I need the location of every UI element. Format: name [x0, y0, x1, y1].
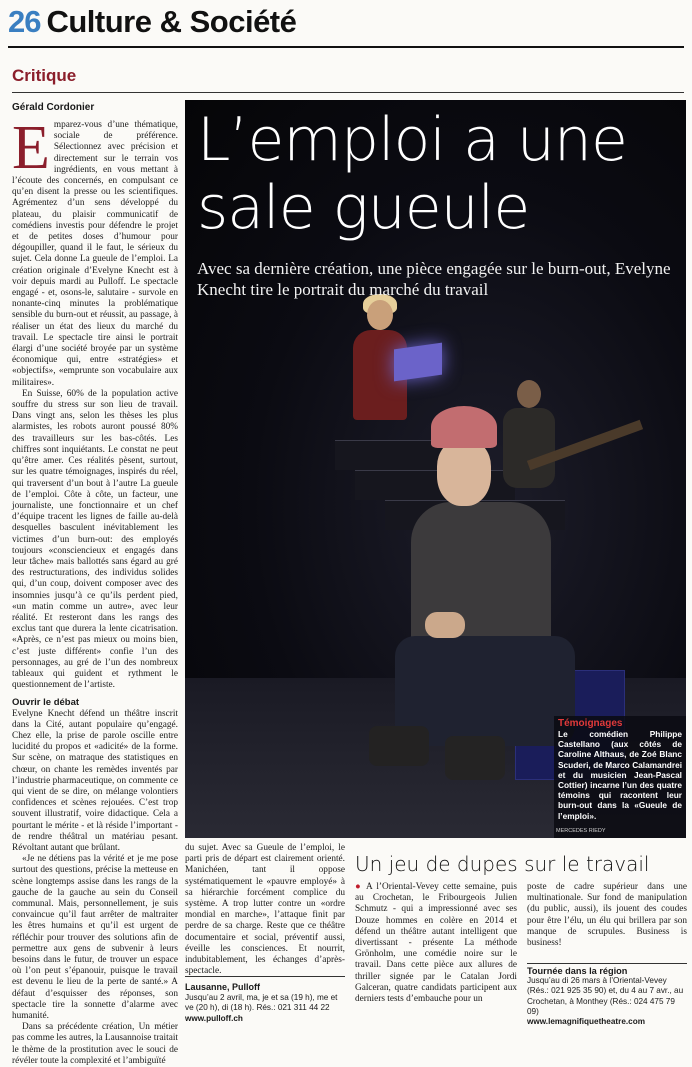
photo-credit: MERCEDES RIEDY [556, 828, 606, 834]
article-paragraph-2: En Suisse, 60% de la population active souffre du stress sur son lieu de travail. Dans vingt ans, selon les thèses les plus alarmistes, les robots auront poussé 80% des travailleurs sur les bas-côtés. Les chiffres sont inquiétants. Le constat ne peut qu’être amer. Ces réalités pèsent, surtout, sur les quatre témoignages, inspirés du réel, qui traversent d’un bout à l’autre La gueule de l’emploi. Côte à côte, un facteur, une journaliste, une fonctionnaire et un chef d’équipe tracent les lignes de faille au-delà desquelles basculent inévitablement les victimes d’un burn-out: des employés toujours «consciencieux et engagés dans leur tâche» mais ballottés sans égard au gré des restructurations, des individus solides qui, d’un coup, doivent composer avec des insomnies jusqu’à ce qu’ils perdent pied, «un matin comme un autre», avec leur réalité. Et resteront dans les rangs des exclus tant que durera la lente cicatrisation. «Après, ce n’est pas mieux ou moins bien, c’est juste différent» confie l’un des personnages, au gré de l’un des nombreux tableaux qui guident et rythment le questionnement de l’artiste. [12, 388, 178, 691]
article-paragraph-6: du sujet. Avec sa Gueule de l’emploi, le parti pris de départ est clairement orienté. Manichéen, tant il oppose systématiquement le «pauvre employé» à sa hiérarchie forcément complice du système. A trop lutter contre un «ordre mondial en marche», l’attaque finit par perdre de sa charge. Reste que ce théâtre documentaire et social, préventif aussi, éveille les consciences. Et nourrit, indubitablement, les échanges d’après-spectacle. [185, 843, 345, 977]
rubric-rule [12, 92, 684, 93]
caption-label: Témoignages [558, 718, 623, 729]
side-article-column-2 [527, 882, 687, 972]
side-article-column-1 [355, 882, 517, 1022]
side-article-title: Un jeu de dupes sur le travail [355, 852, 650, 876]
article-subhead: Ouvrir le débat [12, 697, 80, 709]
tour-info [527, 966, 687, 1027]
drop-cap: E [12, 114, 50, 182]
article-paragraph-4: «Je ne détiens pas la vérité et je me pose surtout des questions, précise la metteuse en scène longtemps assise dans les rangs de la gauche de la gauche au sein du Conseil communal. Mais, personnellement, je suis convaincue qu’il faut arrêter de maltraiter les êtres humains et qu’il est urgent de réfléchir pour trouver des solutions afin de permettre aux gens de subvenir à leurs besoins dans le futur, de trouver un espace où l’on peut s’épanouir, puisque le travail est devenu le lieu de la perte de santé.» A défaut d’esquisser des réponses, son spectacle tire la sonnette d’alarme avec humanité. [12, 854, 178, 1022]
venue-dates: Jusqu’au 2 avril, ma, je et sa (19 h), me et ve (20 h), di (18 h). Rés.: 021 311 44 22 [185, 993, 338, 1013]
side-article-text-1: A l’Oriental-Vevey cette semaine, puis au Crochetan, le Fribourgeois Julien Schmutz - qui a impressionné avec ses Douze hommes en colère en 2014 et défend un théâtre autant intelligent que divertissant - présente La méthode Grönholm, une comédie noire sur le travail. Dans cette pièce aux allures de thriller signée par le Catalan Jordi Galceran, quatre candidats participent aux derniers tests d’embauche pour un [355, 882, 518, 1005]
header-rule [8, 46, 684, 48]
tour-title: Tournée dans la région [527, 966, 628, 976]
info-rule [185, 976, 345, 977]
paragraph-text: mparez-vous d’une thématique, sociale de préférence. Sélectionnez avec précision et directement sur le terrain vos ingrédients, en vous mettant à l’écoute des concernés, en compulsant ce qu’en disent la presse ou les scientifiques. Agrémentez d’un sens développé du plateau, du plaisir communicatif de comédiens investis pour défendre le projet et de petites doses d’humour pour dégoupiller, quand il le faut, le sérieux du sujet. Cela donne La gueule de l’emploi. La création originale d’Evelyne Knecht est à voir depuis mardi au Pulloff. Le spectacle engagé - et, osons-le, salutaire - survole en nonante-cinq minutes la problématique sensible du burn-out et réussit, au passage, à réaliser un état des lieux du marché du travail. Le spectacle tire ainsi le portrait élargi d’une société broyée par un système économique qui, entre «stratégies» et «objectifs», «emprunte son vocabulaire aux militaires». [12, 120, 178, 388]
article-paragraph-1 [12, 114, 178, 389]
deck: Avec sa dernière création, une pièce engagée sur le burn-out, Evelyne Knecht tire le portrait du marché du travail [197, 259, 671, 299]
laptop-glow [394, 343, 442, 382]
page-header [8, 4, 684, 44]
article-column-1 [12, 114, 178, 1066]
venue-info [185, 982, 345, 1024]
article-column-2 [185, 843, 345, 993]
article-paragraph-3: Evelyne Knecht défend un théâtre inscrit dans la Cité, autant populaire qu’engagé. Chez elle, la prise de parole oscille entre lucidité du propos et «adicité» de la forme. Sur scène, on matraque des statistiques en chœur, on chante les remèdes inventés par l’industrie pharmaceutique, on commente ce qui vient de se dire, on mélange volontiers confidences et scènes rejouées. C’est trop souvent illustratif, voire didactique. Cela a pourtant le mérite - et là réside l’important - de rendre théâtral un matériau pesant. Révoltant autant que brûlant. [12, 708, 178, 853]
photo-caption [554, 716, 686, 838]
tour-rule [527, 963, 687, 964]
section-title: Culture & Société [46, 4, 297, 39]
tour-text: Jusqu’au di 26 mars à l’Oriental-Vevey (Rés.: 021 925 35 90) et, du 4 au 7 avr., au Crochetan, à Monthey (Rés.: 024 475 79 09) [527, 976, 684, 1016]
side-article-text-2: poste de cadre supérieur dans une multinationale. Sur fond de manipulation (du public, aussi), ils jouent des coudes pour être l’élu, un élu qui brillera par son manque de scrupules. Business is business! [527, 882, 687, 949]
venue-name: Lausanne, Pulloff [185, 982, 261, 992]
article-paragraph-5: Dans sa précédente création, Un métier pas comme les autres, la Lausannoise traitait le thème de la prostitution avec le souci de révéler toute la complexité et l’ambiguïté [12, 1022, 178, 1066]
caption-text: Le comédien Philippe Castellano (aux côtés de Caroline Althaus, de Zoé Blanc Scuderi, de Marco Calamandrei et du musicien Jean-Pascal Cottier) incarne l’un des quatre témoins qui racontent leur burn-out dans la «Gueule de l’emploi». [558, 729, 682, 821]
headline: L’emploi a une sale gueule [197, 105, 627, 243]
rubric-label: Critique [12, 66, 77, 85]
tour-url[interactable]: www.lemagnifiquetheatre.com [527, 1017, 645, 1027]
page-number: 26 [8, 4, 41, 39]
author-byline: Gérald Cordonier [12, 102, 95, 113]
venue-url[interactable]: www.pulloff.ch [185, 1013, 243, 1023]
red-bullet-icon: ● [355, 882, 363, 892]
